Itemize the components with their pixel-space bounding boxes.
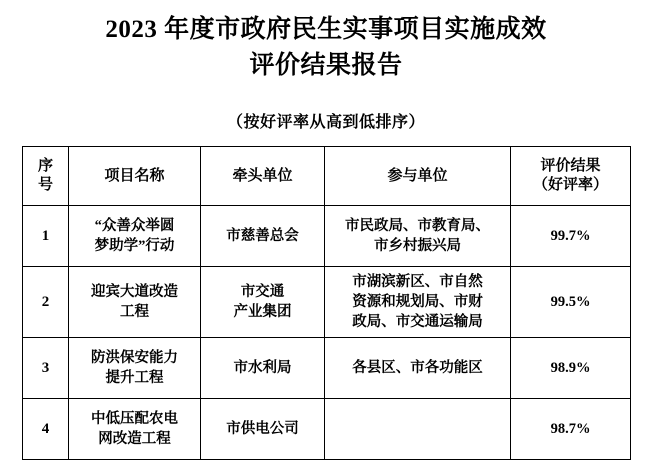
row-project-name: 迎宾大道改造 工程: [69, 267, 201, 338]
row-lead-unit: 市水利局: [201, 338, 325, 399]
row-index: 3: [23, 338, 69, 399]
table-row: [23, 206, 631, 267]
column-header-index: 序 号: [23, 147, 69, 206]
row-index: 1: [23, 206, 69, 267]
row-evaluation-result: 98.7%: [511, 399, 631, 460]
table-row: [23, 338, 631, 399]
row-evaluation-result: 99.5%: [511, 267, 631, 338]
row-lead-unit: 市慈善总会: [201, 206, 325, 267]
column-header-participating-units: 参与单位: [325, 147, 511, 206]
row-participating-units: 市民政局、市教育局、 市乡村振兴局: [325, 206, 511, 267]
evaluation-results-table: [22, 146, 631, 460]
row-project-name: 防洪保安能力 提升工程: [69, 338, 201, 399]
page-title: [22, 12, 630, 84]
page-subtitle: （按好评率从高到低排序）: [226, 114, 425, 131]
row-participating-units: 市湖滨新区、市自然 资源和规划局、市财 政局、市交通运输局: [325, 267, 511, 338]
column-header-evaluation-result: 评价结果 （好评率）: [511, 147, 631, 206]
row-evaluation-result: 98.9%: [511, 338, 631, 399]
row-index: 4: [23, 399, 69, 460]
row-participating-units: [325, 399, 511, 460]
row-evaluation-result: 99.7%: [511, 206, 631, 267]
page-title-line-1: 2023 年度市政府民生实事项目实施成效: [105, 16, 547, 43]
document-page: [0, 12, 652, 466]
row-lead-unit: 市交通 产业集团: [201, 267, 325, 338]
table-header-row: [23, 147, 631, 206]
row-project-name: 中低压配农电 网改造工程: [69, 399, 201, 460]
row-lead-unit: 市供电公司: [201, 399, 325, 460]
page-title-line-2: 评价结果报告: [249, 52, 403, 79]
row-project-name: “众善众举圆 梦助学”行动: [69, 206, 201, 267]
row-index: 2: [23, 267, 69, 338]
column-header-project-name: 项目名称: [69, 147, 201, 206]
column-header-lead-unit: 牵头单位: [201, 147, 325, 206]
table-row: [23, 267, 631, 338]
table-header: [23, 147, 631, 206]
table-body: [23, 206, 631, 460]
row-participating-units: 各县区、市各功能区: [325, 338, 511, 399]
table-row: [23, 399, 631, 460]
